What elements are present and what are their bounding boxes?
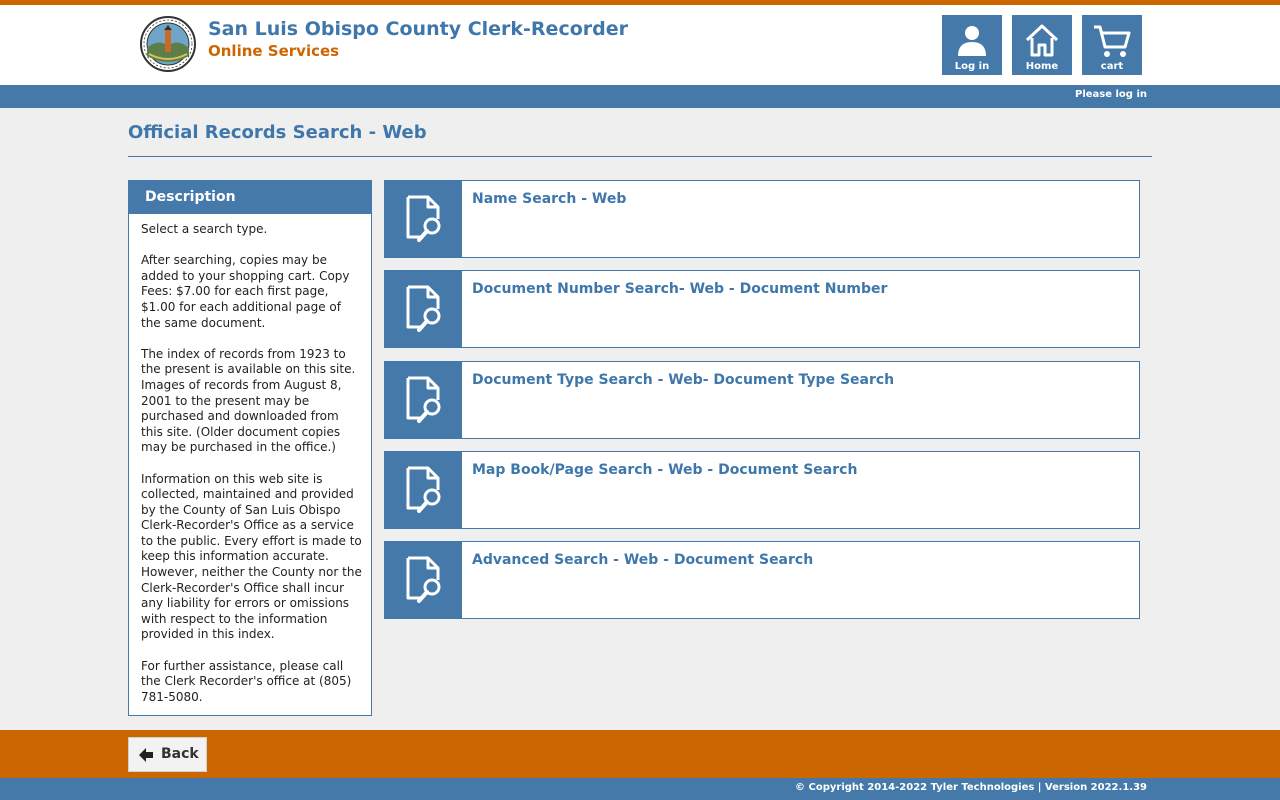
- description-paragraph: Information on this web site is collected, maintained and provided by the County of San Luis Obispo Clerk-Recorder's Office as a service to the public. Every effort is made to keep this information accurate. However, neither the County nor the Clerk-Recorder's Office shall incur any liability for errors or omissions with respect to the information provided in this index.: [141, 471, 362, 642]
- status-bar: [0, 85, 1280, 108]
- document-search-icon: [404, 466, 444, 514]
- search-type-label: Document Type Search - Web- Document Type Search: [472, 372, 895, 388]
- county-seal-logo: [140, 16, 196, 72]
- home-icon: [1025, 23, 1059, 57]
- site-title: San Luis Obispo County Clerk-Recorder: [208, 18, 628, 40]
- copyright-text: © Copyright 2014-2022 Tyler Technologies | Version 2022.1.39: [795, 782, 1147, 793]
- description-body: [129, 214, 371, 705]
- search-type-label: Document Number Search- Web - Document Number: [472, 281, 888, 297]
- description-paragraph: The index of records from 1923 to the present is available on this site. Images of records from August 8, 2001 to the present may be purchased and downloaded from this site. (Older document copies may be purchased in the office.): [141, 346, 356, 455]
- description-paragraph: For further assistance, please call the Clerk Recorder's office at (805) 781-5080.: [141, 658, 352, 704]
- site-header: [0, 5, 1280, 85]
- login-status-text: Please log in: [1075, 89, 1147, 100]
- title-divider: [128, 156, 1152, 157]
- arrow-left-icon: [138, 747, 154, 763]
- login-button-label: Log in: [954, 61, 990, 72]
- cart-icon: [1092, 23, 1132, 59]
- search-type-label: Advanced Search - Web - Document Search: [472, 552, 814, 568]
- back-button-label: Back: [161, 746, 199, 762]
- home-button[interactable]: [1012, 15, 1072, 75]
- search-type-map-book-page[interactable]: [384, 451, 1140, 529]
- description-heading: Description: [129, 181, 371, 214]
- document-search-icon: [404, 285, 444, 333]
- description-paragraph: Select a search type.: [141, 222, 268, 236]
- user-icon: [955, 23, 989, 57]
- search-type-document-type[interactable]: [384, 361, 1140, 439]
- search-type-label: Name Search - Web: [472, 191, 627, 207]
- search-type-document-number[interactable]: [384, 270, 1140, 348]
- login-button[interactable]: [942, 15, 1002, 75]
- document-search-icon: [404, 195, 444, 243]
- search-type-label: Map Book/Page Search - Web - Document Search: [472, 462, 858, 478]
- home-button-label: Home: [1025, 61, 1059, 72]
- document-search-icon: [404, 556, 444, 604]
- cart-button[interactable]: [1082, 15, 1142, 75]
- page-title: Official Records Search - Web: [128, 122, 427, 143]
- footer-bar: [0, 778, 1280, 800]
- document-search-icon: [404, 376, 444, 424]
- search-type-advanced[interactable]: [384, 541, 1140, 619]
- search-type-name[interactable]: [384, 180, 1140, 258]
- back-button[interactable]: [128, 737, 207, 772]
- description-paragraph: After searching, copies may be added to your shopping cart. Copy Fees: $7.00 for each first page, $1.00 for each additional page of the same document.: [141, 253, 350, 330]
- description-panel: [128, 180, 372, 716]
- cart-button-label: cart: [1100, 61, 1124, 72]
- site-subtitle: Online Services: [208, 42, 340, 60]
